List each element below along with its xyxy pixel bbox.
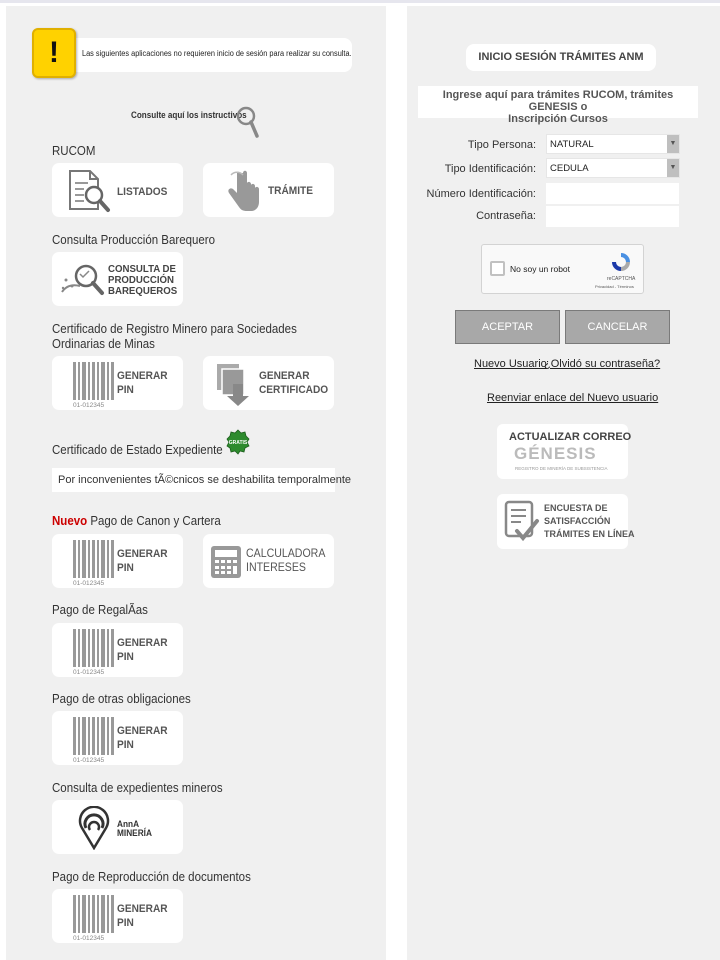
recaptcha-checkbox[interactable] — [490, 261, 505, 276]
barcode-bar — [82, 540, 86, 578]
otras-generar-pin-button[interactable] — [52, 711, 183, 765]
certificado-title-line2: Ordinarias de Minas — [52, 337, 155, 351]
barcode-bar — [82, 362, 86, 400]
barcode-bar — [78, 629, 80, 667]
barcode-bar — [88, 717, 90, 755]
barcode-bar — [78, 717, 80, 755]
generar-pin-label — [117, 724, 168, 752]
barcode-number: 01-012345 — [73, 669, 105, 675]
barcode-bar — [73, 362, 76, 400]
survey-checklist-icon — [503, 499, 541, 545]
barcode-bar — [78, 895, 80, 933]
generar-certificado-button[interactable] — [203, 356, 334, 410]
barcode-bar — [97, 362, 99, 400]
genesis-tagline: REGISTRO DE MINERÍA DE SUBSISTENCIA — [515, 466, 608, 471]
section-regalias-title: Pago de RegalÃas — [52, 603, 148, 617]
magnifier-icon[interactable] — [235, 103, 261, 139]
reproduccion-generar-pin-button[interactable] — [52, 889, 183, 943]
section-expedientes-title: Consulta de expedientes mineros — [52, 781, 223, 795]
barcode-bar — [101, 540, 105, 578]
barequeros-label-line2: PRODUCCIÓN — [108, 274, 175, 286]
barcode-bar — [92, 540, 95, 578]
barcode-icon — [70, 715, 114, 763]
barcode-bar — [82, 629, 86, 667]
tipo-identificacion-label: Tipo Identificación: — [444, 163, 536, 175]
generar-pin-label — [117, 547, 168, 575]
barcode-bar — [111, 540, 114, 578]
section-canon-title — [52, 514, 221, 528]
barcode-bar — [107, 717, 109, 755]
barcode-bar — [92, 895, 95, 933]
barcode-bar — [101, 895, 105, 933]
calculadora-line1: CALCULADORA — [246, 548, 326, 560]
encuesta-label — [544, 502, 635, 541]
barcode-bar — [97, 717, 99, 755]
recaptcha-brand: reCAPTCHA — [607, 276, 636, 282]
barequeros-label-line3: BAREQUEROS — [108, 285, 178, 297]
encuesta-line2: SATISFACCIÓN — [544, 516, 611, 526]
generar-pin-label — [117, 369, 168, 397]
barcode-icon — [70, 360, 114, 408]
barcode-bar — [78, 362, 80, 400]
calculadora-line2: INTERESES — [246, 562, 306, 574]
numero-identificacion-label: Número Identificación: — [426, 188, 536, 200]
warning-icon: ! — [32, 28, 76, 78]
anna-label-line1: AnnA — [117, 819, 140, 829]
miner-search-icon — [58, 260, 106, 300]
generar-certificado-line2: CERTIFICADO — [259, 384, 329, 396]
chevron-down-icon: ▼ — [667, 159, 679, 177]
section-barequero-title: Consulta Producción Barequero — [52, 233, 216, 247]
document-search-icon — [66, 169, 112, 213]
contrasena-label: Contraseña: — [476, 210, 536, 222]
barcode-bar — [107, 895, 109, 933]
reenviar-enlace-link[interactable]: Reenviar enlace del Nuevo usuario — [487, 392, 659, 404]
barcode-bar — [78, 540, 80, 578]
barcode-bar — [111, 717, 114, 755]
nuevo-badge: Nuevo — [52, 514, 88, 528]
barcode-number: 01-012345 — [73, 402, 105, 408]
generar-certificado-label — [259, 369, 328, 397]
generar-pin-label — [117, 902, 168, 930]
aceptar-button[interactable]: ACEPTAR — [455, 310, 560, 344]
login-subtitle-line1: Ingrese aquí para trámites RUCOM, trámites GENESIS o — [442, 89, 674, 113]
barcode-bar — [92, 629, 95, 667]
barcode-bar — [101, 717, 105, 755]
barcode-bar — [111, 895, 114, 933]
instructions-link[interactable]: Consulte aquí los instructivos — [131, 110, 247, 120]
tipo-persona-label: Tipo Persona: — [467, 139, 536, 151]
login-subtitle — [418, 86, 698, 125]
barcode-bar — [82, 895, 86, 933]
barcode-number: 01-012345 — [73, 935, 105, 941]
barcode-bar — [88, 895, 90, 933]
encuesta-satisfaccion-banner[interactable] — [497, 494, 635, 549]
generar-pin-line1: GENERAR — [117, 725, 168, 737]
barcode-bar — [88, 362, 90, 400]
tramite-label: TRÁMITE — [268, 185, 313, 197]
olvido-contrasena-link[interactable]: ¿Olvidó su contraseña? — [544, 358, 661, 370]
barcode-number: 01-012345 — [73, 757, 105, 763]
generar-certificado-line1: GENERAR — [259, 370, 310, 382]
login-title: INICIO SESIÓN TRÁMITES ANM — [466, 44, 656, 71]
barequeros-label-line1: CONSULTA DE — [108, 263, 176, 275]
calculadora-label — [246, 547, 325, 575]
numero-identificacion-input[interactable] — [546, 183, 679, 204]
section-reproduccion-title: Pago de Reproducción de documentos — [52, 870, 251, 884]
recaptcha-logo-icon — [610, 251, 632, 273]
anna-mineria-logo-icon — [78, 806, 110, 850]
barcode-icon — [70, 627, 114, 675]
estado-disabled-message: Por inconvenientes tÃ©cnicos se deshabilita temporalmente — [52, 468, 335, 492]
barcode-bar — [97, 540, 99, 578]
top-border — [0, 0, 720, 3]
recaptcha-label: No soy un robot — [510, 264, 571, 274]
canon-title-text: Pago de Canon y Cartera — [87, 514, 221, 528]
encuesta-line1: ENCUESTA DE — [544, 503, 608, 513]
touch-hand-icon — [223, 167, 263, 215]
certificado-generar-pin-button[interactable] — [52, 356, 183, 410]
barcode-bar — [92, 717, 95, 755]
login-subtitle-line2: Inscripción Cursos — [508, 113, 608, 125]
barcode-bar — [73, 895, 76, 933]
notice-text: Las siguientes aplicaciones no requieren inicio de sesión para realizar su consulta. — [82, 49, 352, 58]
barequeros-label — [108, 264, 177, 297]
calculadora-intereses-button[interactable] — [203, 534, 334, 588]
generar-pin-line2: PIN — [117, 917, 134, 929]
barcode-bar — [107, 629, 109, 667]
generar-pin-line2: PIN — [117, 562, 134, 574]
rucom-tramite-button[interactable] — [203, 163, 334, 217]
barcode-bar — [73, 629, 76, 667]
section-certificado-title — [52, 322, 297, 352]
barcode-bar — [101, 362, 105, 400]
section-estado-title: Certificado de Estado Expediente — [52, 443, 223, 457]
generar-pin-line1: GENERAR — [117, 370, 168, 382]
tipo-identificacion-value: CEDULA — [550, 163, 589, 174]
section-otras-title: Pago de otras obligaciones — [52, 692, 191, 706]
cancelar-button[interactable]: CANCELAR — [565, 310, 670, 344]
genesis-brand: GÉNESIS — [514, 444, 597, 463]
generar-pin-line1: GENERAR — [117, 637, 168, 649]
regalias-generar-pin-button[interactable] — [52, 623, 183, 677]
recaptcha-widget — [481, 244, 644, 294]
generar-pin-line2: PIN — [117, 384, 134, 396]
generar-pin-line2: PIN — [117, 651, 134, 663]
rucom-listados-button[interactable] — [52, 163, 183, 217]
chevron-down-icon: ▼ — [667, 135, 679, 153]
barcode-bar — [97, 629, 99, 667]
barcode-bar — [111, 629, 114, 667]
consulta-barequeros-button[interactable] — [52, 252, 183, 306]
listados-label: LISTADOS — [117, 186, 168, 198]
tipo-persona-value: NATURAL — [550, 139, 594, 150]
barcode-bar — [111, 362, 114, 400]
barcode-bar — [107, 540, 109, 578]
actualizar-correo-label: ACTUALIZAR CORREO — [509, 431, 632, 443]
generar-pin-label — [117, 636, 168, 664]
contrasena-input[interactable] — [546, 206, 679, 227]
barcode-bar — [73, 540, 76, 578]
barcode-bar — [82, 717, 86, 755]
anna-label-line2: MINERÍA — [117, 828, 152, 838]
barcode-number: 01-012345 — [73, 580, 105, 586]
generar-pin-line1: GENERAR — [117, 548, 168, 560]
encuesta-line3: TRÁMITES EN LÍNEA — [544, 529, 635, 539]
certificado-title-line1: Certificado de Registro Minero para Sociedades — [52, 322, 297, 336]
canon-generar-pin-button[interactable] — [52, 534, 183, 588]
barcode-bar — [88, 540, 90, 578]
gratis-badge-icon — [226, 429, 250, 455]
barcode-icon — [70, 538, 114, 586]
barcode-bar — [97, 895, 99, 933]
section-rucom-title: RUCOM — [52, 144, 96, 158]
anna-mineria-button[interactable] — [52, 800, 183, 854]
barcode-bar — [73, 717, 76, 755]
calculator-icon — [209, 544, 243, 580]
barcode-bar — [92, 362, 95, 400]
barcode-bar — [101, 629, 105, 667]
recaptcha-links[interactable]: Privacidad - Términos — [595, 284, 634, 289]
actualizar-correo-genesis-banner[interactable] — [497, 424, 632, 479]
tipo-identificacion-select[interactable] — [546, 158, 680, 178]
generar-pin-line1: GENERAR — [117, 903, 168, 915]
gratis-badge-text: GRATIS — [228, 440, 248, 446]
nuevo-usuario-link[interactable]: Nuevo Usuario — [474, 358, 547, 370]
barcode-bar — [88, 629, 90, 667]
anna-mineria-label — [117, 820, 152, 838]
generar-pin-line2: PIN — [117, 739, 134, 751]
document-download-icon — [213, 360, 253, 408]
tipo-persona-select[interactable] — [546, 134, 680, 154]
barcode-bar — [107, 362, 109, 400]
barcode-icon — [70, 893, 114, 941]
